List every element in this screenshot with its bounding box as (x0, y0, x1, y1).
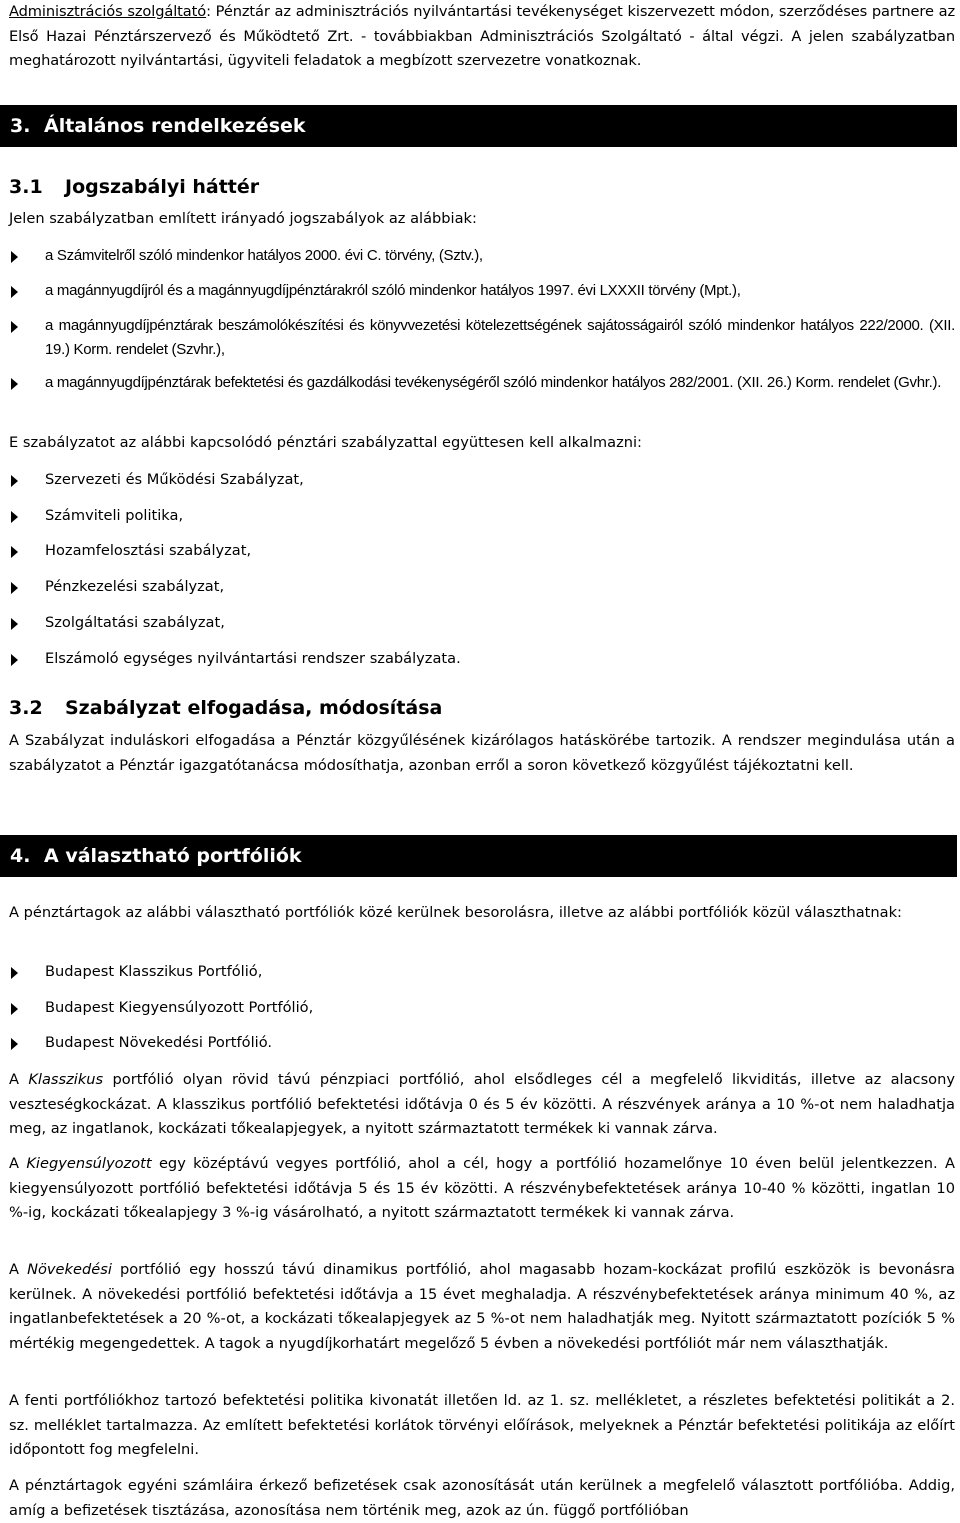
list-item: Elszámoló egységes nyilvántartási rendszer szabályzata. (9, 647, 955, 671)
subsection-3-1-title: Jogszabályi háttér (65, 176, 260, 198)
bullet-arrow-icon (11, 1038, 18, 1050)
portfolio-name: Kiegyensúlyozott (26, 1155, 152, 1172)
portfolio-novekedesi-paragraph: A Növekedési portfólió egy hosszú távú dinamikus portfólió, ahol magasabb hozam-kockázat profilú eszközök is bevonásra kerülnek. A növekedési portfólió befektetési időtávja a 15 évet meghaladja. A részvénybefektetések aránya minimum 40 %, az ingatlanbefektetések a 20 %-ot, a kockázati tőkealapjegyek az 5 %-ot nem haladhatják meg. Nyitott származtatott pozíciók 5 % mértékig megengedettek. A tagok a nyugdíjkorhatárt megelőző 5 évben a növekedési portfóliót már nem választhatják. (9, 1261, 956, 1352)
bullet-arrow-icon (11, 511, 18, 523)
section-4-lead: A pénztártagok az alábbi választható portfóliók közé kerülnek besorolásra, illetve az alábbi portfóliók közül választhatnak: (9, 904, 902, 921)
portfolio-name: Növekedési (27, 1261, 112, 1278)
section-4-heading (0, 835, 957, 877)
list-item: Pénzkezelési szabályzat, (9, 575, 955, 599)
list-item: a magánnyugdíjról és a magánnyugdíjpénztárakról szóló mindenkor hatályos 1997. évi LXXXII törvény (Mpt.), (9, 279, 955, 303)
list-item: Budapest Klasszikus Portfólió, (9, 960, 955, 984)
portfolio-name: Klasszikus (28, 1071, 104, 1088)
subsection-3-2-text: A Szabályzat induláskori elfogadása a Pénztár közgyűlésének kizárólagos hatáskörébe tartozik. A rendszer megindulása után a szabályzatot a Pénztár igazgatótanácsa módosíthatja, azonban erről a soron következő közgyűlést tájékoztatni kell. (9, 732, 955, 774)
section-4-title: A választható portfóliók (44, 845, 302, 867)
bullet-arrow-icon (11, 618, 18, 630)
bullet-arrow-icon (11, 321, 18, 333)
list-item: Budapest Kiegyensúlyozott Portfólió, (9, 996, 955, 1020)
bullet-arrow-icon (11, 654, 18, 666)
bullet-arrow-icon (11, 967, 18, 979)
subsection-3-2-heading (9, 696, 442, 720)
list-item: Budapest Növekedési Portfólió. (9, 1031, 955, 1055)
list-item: a Számvitelről szóló mindenkor hatályos 2000. évi C. törvény, (Sztv.), (9, 244, 955, 268)
list-item: Számviteli politika, (9, 504, 955, 528)
bullet-arrow-icon (11, 286, 18, 298)
subsection-3-2-number: 3.2 (9, 697, 43, 719)
contributions-paragraph: A pénztártagok egyéni számláira érkező befizetések csak azonosítását után kerülnek a megfelelő választott portfólióba. Addig, amíg a befizetések tisztázása, azonosítása nem történik meg, azok az ún. függő portfólióban (9, 1477, 955, 1519)
intro-text: : Pénztár az adminisztrációs nyilvántartási tevékenységet kiszervezett módon, szerződéses partnere az Első Hazai Pénztárszervező és Működtető Zrt. - továbbiakban Adminisztrációs Szolgáltató - által végzi. A jelen szabályzatban meghatározott nyilvántartási, ügyviteli feladatok a megbízott szervezetre vonatkoznak. (9, 3, 956, 69)
subsection-3-1-number: 3.1 (9, 176, 43, 198)
section-3-heading (0, 105, 957, 147)
list-item: a magánnyugdíjpénztárak beszámolókészítési és könyvvezetési kötelezettségének sajátosságairól szóló mindenkor hatályos 222/2000. (XII. 19.) Korm. rendelet (Szvhr.), (9, 314, 955, 362)
bullet-arrow-icon (11, 1003, 18, 1015)
portfolio-klasszikus-paragraph: A Klasszikus portfólió olyan rövid távú pénzpiaci portfólió, ahol elsődleges cél a megfelelő likviditás, illetve az alacsony veszteségkockázat. A klasszikus portfólió befektetési időtávja 0 és 5 év közötti. A részvények aránya a 10 %-ot nem haladhatja meg, az ingatlanok, kockázati tőkealapjegyek, a nyitott származtatott termékek ki vannak zárva. (9, 1071, 956, 1137)
bullet-arrow-icon (11, 582, 18, 594)
bullet-arrow-icon (11, 475, 18, 487)
list-item: Hozamfelosztási szabályzat, (9, 539, 955, 563)
subsection-3-2-title: Szabályzat elfogadása, módosítása (65, 697, 443, 719)
investment-policy-paragraph: A fenti portfóliókhoz tartozó befektetési politika kivonatát illetően ld. az 1. sz. mellékletet, a részletes befektetési politikát a 2. sz. melléklet tartalmazza. Az említett befektetési korlátok törvényi előírások, melyeknek a Pénztár befektetési politikája az előírt időpontott fog megfelelni. (9, 1392, 955, 1458)
intro-term: Adminisztrációs szolgáltató (9, 3, 207, 20)
bullet-arrow-icon (11, 251, 18, 263)
subsection-3-1-lead-2: E szabályzatot az alábbi kapcsolódó pénztári szabályzattal együttesen kell alkalmazni: (9, 434, 642, 451)
bullet-arrow-icon (11, 546, 18, 558)
list-item: a magánnyugdíjpénztárak befektetési és gazdálkodási tevékenységéről szóló mindenkor hatályos 282/2001. (XII. 26.) Korm. rendelet (Gvhr.). (9, 371, 955, 395)
subsection-3-1-lead: Jelen szabályzatban említett irányadó jogszabályok az alábbiak: (9, 210, 477, 227)
list-item: Szolgáltatási szabályzat, (9, 611, 955, 635)
section-4-number: 4. (10, 845, 31, 867)
section-3-title: Általános rendelkezések (44, 115, 306, 137)
section-3-number: 3. (10, 115, 31, 137)
list-item: Szervezeti és Működési Szabályzat, (9, 468, 955, 492)
subsection-3-1-heading (9, 175, 259, 199)
bullet-arrow-icon (11, 378, 18, 390)
portfolio-kiegyensulyozott-paragraph: A Kiegyensúlyozott egy középtávú vegyes portfólió, ahol a cél, hogy a portfólió hozamelőnye 10 éven belül jelentkezzen. A kiegyensúlyozott portfólió befektetési időtávja 5 és 15 év közötti. A részvénybefektetések aránya 10-40 % közötti, ingatlan 10 %-ig, kockázati tőkealapjegy 3 %-ig vásárolható, a nyitott származtatott termékek ki vannak zárva. (9, 1155, 955, 1221)
intro-paragraph (9, 0, 955, 74)
